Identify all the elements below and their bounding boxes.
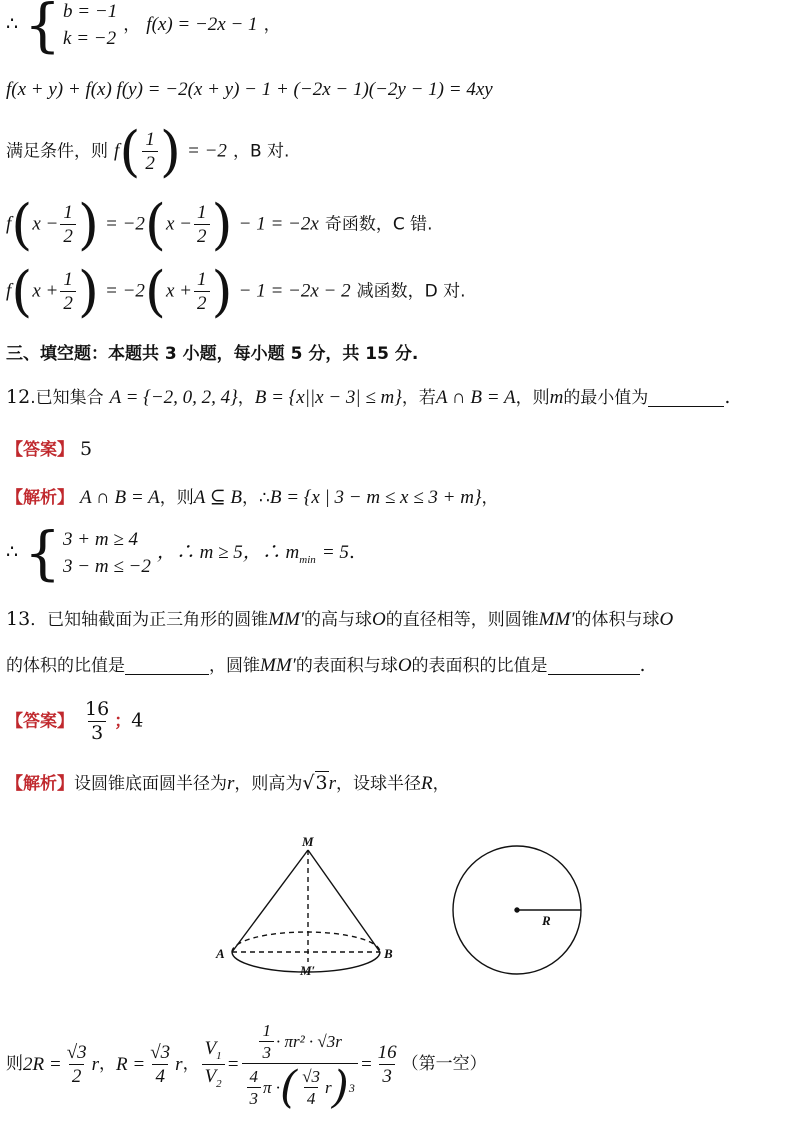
cone-figure	[232, 850, 380, 972]
line-verification: f(x + y) + f(x) f(y) = −2(x + y) − 1 + (−2x − 1)(−2y − 1) = 4xy	[6, 79, 493, 100]
explanation-12-system: ∴ { 3 + m ≥ 4 3 − m ≤ −2 ，∴ m ≥ 5，∴ $m_{min} = 5$.	[6, 519, 355, 587]
label-a: A	[216, 946, 225, 961]
question-number: 12	[6, 386, 31, 408]
question-13: 13．已知轴截面为正三角形的圆锥MM′的高与球O的直径相等，则圆锥MM′的体积与球O	[6, 608, 674, 630]
verdict-b: ，B 对.	[232, 141, 290, 162]
inequality-2: 3 − m ≤ −2	[63, 556, 151, 578]
line-system-bk: ∴ { b = −1 k = −2 ， f(x) = −2x − 1 ，	[6, 0, 281, 59]
line-option-d: f(x + $\frac{1}{2}$ ) = −2(x + $\frac{1}{2}$ ) − 1 = −2x − 2 减函数，D 对.	[6, 260, 466, 323]
verdict-d: 减函数，D 对.	[356, 281, 466, 302]
set-a: A = {−2, 0, 2, 4}	[109, 387, 238, 408]
answer-label: 【答案】	[6, 711, 74, 732]
label-m-prime: M′	[300, 963, 316, 978]
final-computation: 则 2R = $\frac{√3}{2}$ r ， R = $\frac{√3}{4}$ r ， $\frac{V_1}{V_2}$ = $\frac{1}{3}$ · πr² · √3r $\frac{4}{3}$ π · ( $\frac{√3}{4}$ r ) 3 = $\frac{16}{3}$ （第一空）	[6, 1021, 487, 1113]
label-r: R	[542, 913, 551, 928]
verdict-c: 奇函数，C 错.	[324, 214, 433, 235]
explanation-13: 【解析】设圆锥底面圆半径为r，则高为√3r，设球半径R，	[6, 772, 450, 794]
question-12: 12.已知集合 A = {−2, 0, 2, 4}，B = {x||x − 3| ≤ m}，若A ∩ B = A，则m的最小值为 .	[6, 386, 731, 408]
label-b: B	[384, 946, 393, 961]
function-definition: f(x) = −2x − 1	[146, 14, 258, 36]
answer-label: 【答案】	[6, 440, 74, 460]
inequality-1: 3 + m ≥ 4	[63, 529, 139, 551]
explanation-12: 【解析】 A ∩ B = A，则A ⊆ B，∴B = {x | 3 − m ≤ x ≤ 3 + m}，	[6, 487, 499, 508]
equation-k: k = −2	[63, 28, 117, 50]
explanation-label: 【解析】	[6, 488, 74, 508]
line-option-b: 满足条件，则 f( $\frac{1}{2}$ ) = −2 ，B 对.	[6, 120, 290, 183]
cone-left-edge	[232, 850, 308, 952]
answer-value: 5	[80, 438, 93, 460]
section-title: 三、填空题：本题共 3 小题，每小题 5 分，共 15 分.	[6, 344, 419, 364]
cone-right-edge	[308, 850, 380, 952]
sphere-figure	[453, 846, 581, 974]
answer-13: 【答案】 $\frac{16}{3}$ ；4	[6, 698, 144, 744]
cone-base-back	[232, 932, 380, 952]
therefore-symbol: ∴	[6, 13, 19, 36]
question-13-line2: 的体积的比值是 ，圆锥MM′的表面积与球O的表面积的比值是 .	[6, 654, 646, 676]
equation-b: b = −1	[63, 1, 118, 23]
set-b: B = {x||x − 3| ≤ m}	[254, 387, 402, 408]
label-m: M	[302, 834, 314, 849]
explanation-label: 【解析】	[6, 774, 74, 794]
line-option-c: f(x − $\frac{1}{2}$ ) = −2(x − $\frac{1}{2}$ ) − 1 = −2x 奇函数，C 错.	[6, 193, 433, 256]
sphere-center	[515, 908, 519, 912]
question-number: 13	[6, 608, 31, 630]
